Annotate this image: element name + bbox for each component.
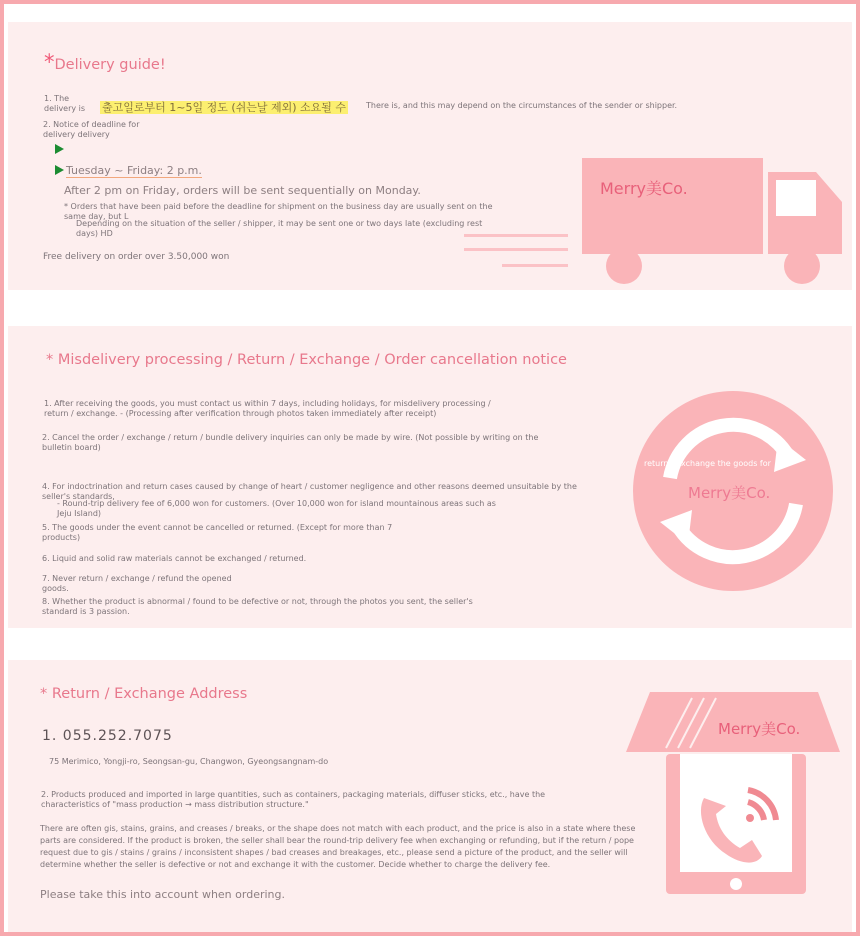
delivery-item-1-prefix: 1. The delivery is xyxy=(44,94,86,113)
truck-icon xyxy=(580,156,844,286)
house-logo-text: Merry美Co. xyxy=(718,720,801,738)
friday-note: After 2 pm on Friday, orders will be sent sequentially on Monday. xyxy=(64,184,421,197)
return-closing-note: Please take this into account when ordering. xyxy=(40,888,285,901)
phone-house-icon xyxy=(626,692,842,898)
truck-logo-text: Merry美Co. xyxy=(600,179,688,198)
depending-note: Depending on the situation of the seller / shipper, it may be sent one or two days late (excluding rest days) HD xyxy=(76,219,483,238)
delivery-item-1-highlight: 출고일로부터 1~5일 정도 (쉬는날 제외) 소요될 수 xyxy=(102,101,347,114)
free-delivery-note: Free delivery on order over 3.50,000 won xyxy=(43,252,230,262)
delivery-item-1-rest: There is, and this may depend on the circumstances of the sender or shipper. xyxy=(366,101,678,110)
misdelivery-item-7: 7. Never return / exchange / refund the opened goods. xyxy=(42,574,232,593)
misdelivery-item-1: 1. After receiving the goods, you must contact us within 7 days, including holidays, for misdelivery processing / return / exchange. - (Processing after verification through photos taken immediately after receipt) xyxy=(44,399,491,418)
misdelivery-item-8: 8. Whether the product is abnormal / found to be defective or not, through the photos you sent, the seller's standard is 3 passion. xyxy=(42,597,473,616)
return-item-2: 2. Products produced and imported in large quantities, such as containers, packaging materials, diffuser sticks, etc., have the characteristics of "mass production → mass distribution structure." xyxy=(41,790,546,809)
misdelivery-item-4: 4. For indoctrination and return cases caused by change of heart / customer negligence and other reasons deemed unsuitable by the seller's standards, xyxy=(42,482,577,501)
return-paragraph: There are often gis, stains, grains, and creases / breaks, or the shape does not match with each product, and the price is also in a state where these parts are considered. If the product is broken, the seller shall bear the round-trip delivery fee when exchanging or refunding, but if the return / pope request due to gis / stains / grains / inconsistent shapes / bad creases and breakages, etc., please send a picture of the product, and the seller will determine whether the seller is defective or not and exchange it with the customer. Decide whether to charge the delivery fee. xyxy=(40,824,636,869)
star-icon: * xyxy=(44,50,55,74)
motion-line xyxy=(502,264,568,267)
return-phone-number: 1. 055.252.7075 xyxy=(42,728,173,744)
circle-label-text: return / exchange the goods for xyxy=(644,459,771,468)
delivery-guide-section xyxy=(8,22,852,290)
misdelivery-item-6: 6. Liquid and solid raw materials cannot be exchanged / returned. xyxy=(42,554,307,563)
misdelivery-section xyxy=(8,326,852,628)
paid-note: * Orders that have been paid before the deadline for shipment on the business day are usually sent on the same day, but L xyxy=(64,202,493,221)
delivery-guide-title: *Delivery guide! xyxy=(44,50,166,74)
exchange-cycle-icon xyxy=(628,386,838,596)
return-address-title: * Return / Exchange Address xyxy=(40,686,248,702)
motion-line xyxy=(464,248,568,251)
deadline-weekday: Tuesday ~ Friday: 2 p.m. xyxy=(66,164,202,177)
misdelivery-title: * Misdelivery processing / Return / Exchange / Order cancellation notice xyxy=(46,352,567,368)
delivery-item-2: 2. Notice of deadline for delivery delivery xyxy=(43,120,140,139)
misdelivery-item-5: 5. The goods under the event cannot be cancelled or returned. (Except for more than 7 products) xyxy=(42,523,393,542)
triangle-bullet-icon xyxy=(55,144,64,154)
misdelivery-item-2: 2. Cancel the order / exchange / return / bundle delivery inquiries can only be made by wire. (Not possible by writing on the bulletin board) xyxy=(42,433,539,452)
motion-line xyxy=(464,234,568,237)
triangle-bullet-icon xyxy=(55,165,64,175)
misdelivery-item-4-sub: - Round-trip delivery fee of 6,000 won for customers. (Over 10,000 won for island mountainous areas such as Jeju Island) xyxy=(57,499,496,518)
circle-logo-text: Merry美Co. xyxy=(688,484,771,502)
return-address-section xyxy=(8,660,852,932)
return-street-address: 75 Merimico, Yongji-ro, Seongsan-gu, Changwon, Gyeongsangnam-do xyxy=(49,757,329,766)
